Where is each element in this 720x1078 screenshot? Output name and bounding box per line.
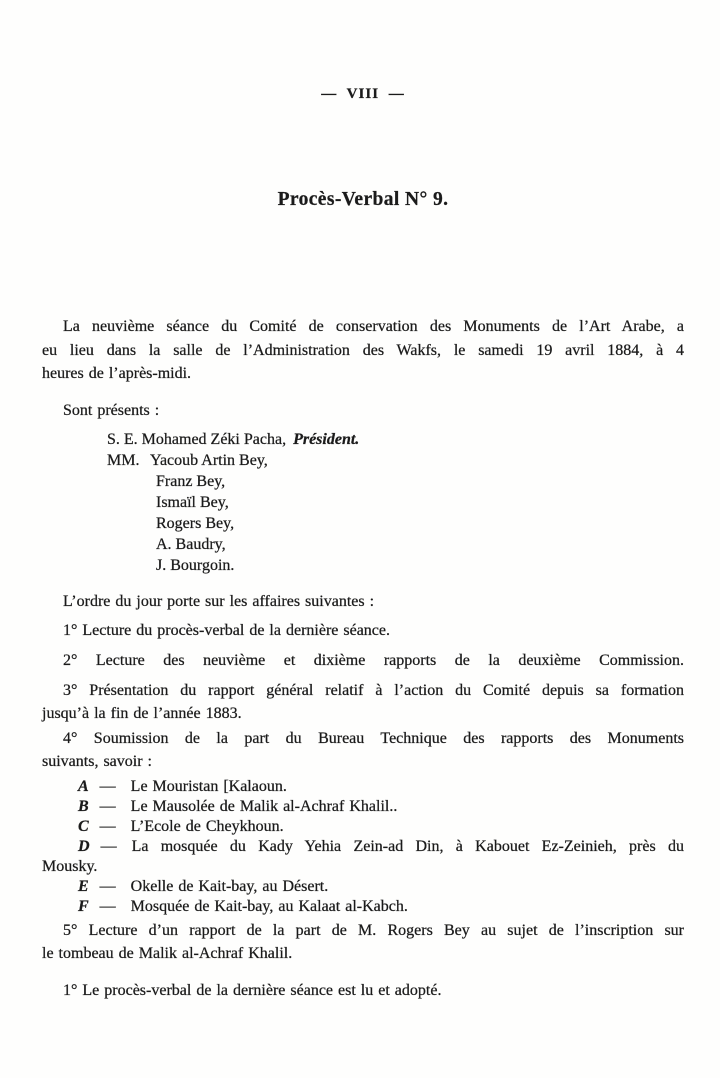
monument-text: Mosquée de Kait-bay, au Kalaat al-Kabch. [130,898,408,915]
monument-letter: E [78,878,89,895]
attendee-line: Ismaïl Bey, [156,494,229,511]
resolution-line: 1° Le procès-verbal de la dernière séance est lu et adopté. [63,982,442,999]
agenda-item-4 [42,727,684,773]
attendee-list [107,429,684,576]
attendee-line: J. Bourgoin. [156,557,235,574]
monument-letter: F [78,898,89,915]
attendee-line: Franz Bey, [156,473,226,490]
monument-list [42,777,684,917]
intro-paragraph [42,315,684,386]
monument-dash: — [99,878,116,895]
attendee-line: A. Baudry, [156,536,226,553]
attendee-line: Rogers Bey, [156,515,235,532]
monument-dash: — [99,798,116,815]
agenda-item-4-line: suivants, savoir : [42,753,152,770]
intro-line: eu lieu dans la salle de l’Administration des Wakfs, le samedi 19 avril 1884, à 4 [42,341,684,359]
page-number: — VIII — [321,86,405,102]
monument-letter: A [78,778,89,795]
agenda-item-5 [42,919,684,965]
agenda-item-4-line: 4° Soumission de la part du Bureau Technique des rapports des Monuments [63,730,684,747]
president-line [107,429,684,450]
agenda-item-3-line: jusqu’à la fin de l’année 1883. [42,705,242,722]
members-prefix: MM. [107,452,140,469]
agenda-item-5-line: le tombeau de Malik al-Achraf Khalil. [42,945,293,962]
monument-row-b [42,797,684,817]
monument-row-c [42,817,684,837]
monument-row-e [42,877,684,897]
president-role: Président. [293,431,360,448]
monument-letter: D [78,838,90,855]
agenda-item-3 [42,679,684,725]
document-title: Procès-Verbal N° 9. [277,189,449,210]
agenda-intro: L’ordre du jour porte sur les affaires suivantes : [63,593,375,610]
agenda-item-3-line: 3° Présentation du rapport général relatif à l’action du Comité depuis sa formation [63,682,684,699]
agenda-item-5-line: 5° Lecture d’un rapport de la part de M. Rogers Bey au sujet de l’inscription sur [63,922,684,939]
monument-text: Le Mouristan [Kalaoun. [130,778,287,795]
monument-dash: — [99,898,116,915]
monument-row-a [42,777,684,797]
attendee-line [107,450,684,471]
monument-dash: — [99,778,116,795]
attendee-name: Yacoub Artin Bey, [150,452,268,469]
intro-line: La neuvième séance du Comité de conservation des Monuments de l’Art Arabe, a [63,318,684,335]
monument-row-d [42,837,684,857]
monument-letter: B [78,798,89,815]
monument-text: La mosquée du Kady Yehia Zein-ad Din, à Kabouet Ez-Zeinieh, près du [131,838,684,855]
agenda-item-1: 1° Lecture du procès-verbal de la dernière séance. [63,622,390,639]
present-label: Sont présents : [63,402,160,419]
intro-line: heures de l’après-midi. [42,365,192,382]
monument-row-d-wrap: Mousky. [42,858,98,875]
monument-dash: — [100,838,117,855]
monument-text: Le Mausolée de Malik al-Achraf Khalil.. [130,798,398,815]
monument-row-f [42,897,684,917]
monument-text: Okelle de Kait-bay, au Désert. [130,878,329,895]
agenda-item-2: 2° Lecture des neuvième et dixième rapports de la deuxième Commission. [63,652,684,669]
monument-text: L’Ecole de Cheykhoun. [130,818,284,835]
monument-letter: C [78,818,89,835]
president-name: S. E. Mohamed Zéki Pacha, [107,431,287,448]
monument-dash: — [99,818,116,835]
